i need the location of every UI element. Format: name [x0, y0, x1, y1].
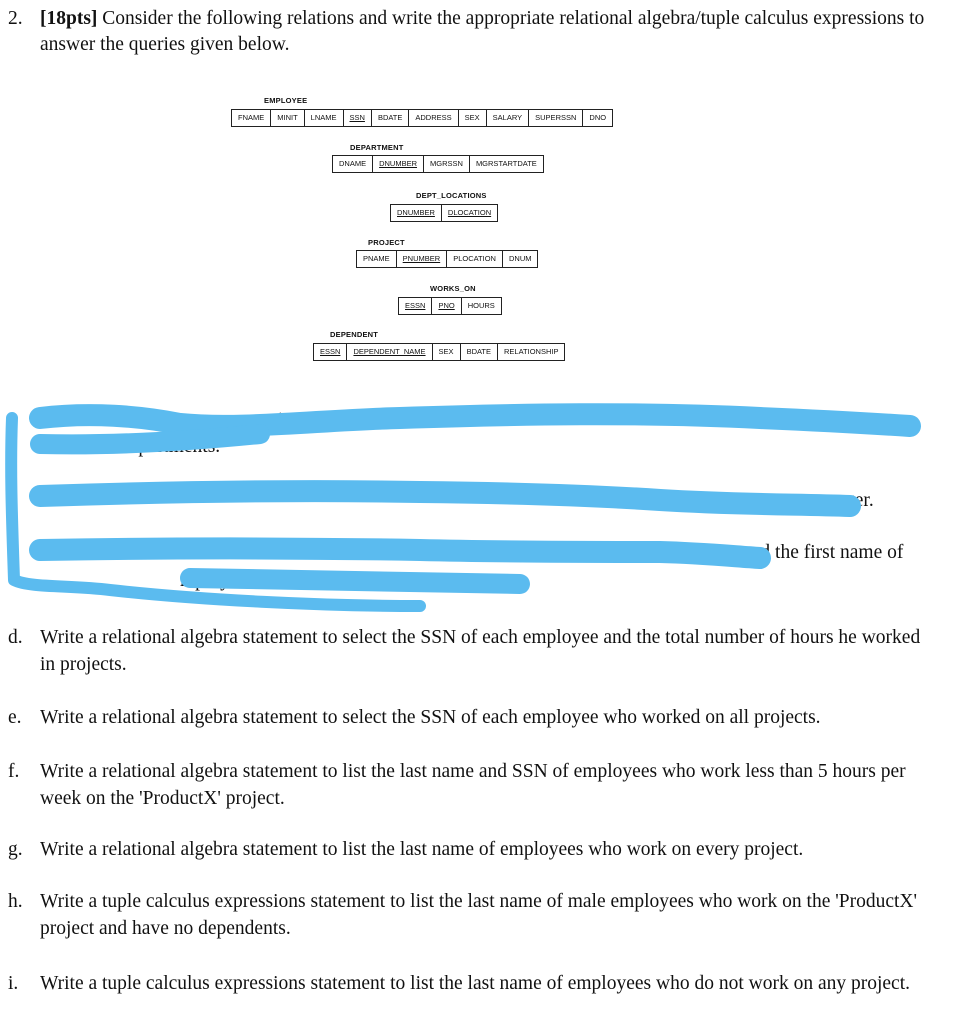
dependent-attr: SEX	[433, 344, 461, 360]
employee-attr-key: SSN	[344, 110, 372, 126]
scribble-stroke	[40, 549, 760, 559]
scribble-stroke	[190, 578, 520, 584]
item-text: Write a relational algebra statement to select the SSN of each employee and the total number of hours he worked in projects.	[40, 627, 921, 675]
employee-attr: MINIT	[271, 110, 304, 126]
department-attr: MGRSSN	[424, 156, 470, 172]
dependent-attr-key: ESSN	[314, 344, 347, 360]
item-a-fragment: statement that selects the first name and	[270, 408, 581, 429]
employee-attr: DNO	[589, 113, 607, 122]
item-letter: g.	[8, 839, 23, 860]
project-attr: DNUM	[508, 254, 532, 263]
project-attr: PNAME	[357, 251, 397, 267]
employee-attr: SUPERSSN	[529, 110, 583, 126]
dependent-relation-name: DEPENDENT	[330, 330, 379, 339]
department-relation-name: DEPARTMENT	[350, 143, 404, 152]
dept-locations-relation-name: DEPT_LOCATIONS	[416, 191, 487, 200]
item-letter: h.	[8, 891, 23, 912]
item-letter: d.	[8, 627, 23, 648]
project-attr-key: PNUMBER	[397, 251, 448, 267]
employee-attr: LNAME	[305, 110, 344, 126]
employee-attr: ADDRESS	[409, 110, 458, 126]
item-text: Write a tuple calculus expressions statement to list the last name of male employees who work on the 'ProductX' project and have no dependents.	[40, 891, 918, 939]
scribble-stroke	[40, 414, 910, 426]
item-a-fragment: departments.	[120, 436, 221, 457]
item-a-fragment: of each employ	[722, 408, 843, 429]
department-attr: DNAME	[333, 156, 373, 172]
department-attr-key: DNUMBER	[373, 156, 424, 172]
question-points: [18pts]	[40, 8, 98, 29]
item-letter: f.	[8, 761, 20, 782]
item-c-fragment: mployees with no dependents are	[180, 570, 440, 591]
item-text: Write a relational algebra statement to select the SSN of each employee who worked on all projects.	[40, 707, 821, 728]
question-number: 2.	[8, 8, 23, 29]
item-text: Write a tuple calculus expressions statement to list the last name of employees who do not work on any project.	[40, 973, 910, 994]
works-on-attr-key: PNO	[432, 298, 461, 314]
question-text: Consider the following relations and write the appropriate relational algebra/tuple calculus expressions to answer the queries given below.	[40, 8, 925, 55]
item-text: Write a relational algebra statement to list the last name and SSN of employees who work less than 5 hours per week on the 'ProductX' project.	[40, 761, 906, 809]
dependent-attr-key: DEPENDENT_NAME	[347, 344, 432, 360]
item-text: Write a relational algebra statement to list the last name of employees who work on every project.	[40, 839, 804, 860]
employee-relation-name: EMPLOYEE	[264, 96, 308, 105]
dept-locations-attr-key: DLOCATION	[447, 208, 492, 217]
dept-locations-attr-key: DNUMBER	[391, 205, 442, 221]
item-a-fragment: Write a relat	[40, 408, 137, 429]
employee-attr: FNAME	[232, 110, 271, 126]
scribble-stroke	[40, 434, 260, 444]
scribble-marks	[0, 380, 955, 620]
employee-attr: SEX	[459, 110, 487, 126]
project-relation-name: PROJECT	[368, 238, 405, 247]
item-c-fragment: and the first name of	[742, 542, 904, 563]
works-on-relation-name: WORKS_ON	[430, 284, 476, 293]
project-attr: PLOCATION	[447, 251, 503, 267]
scribble-stroke	[40, 491, 850, 506]
dependent-attr: BDATE	[461, 344, 498, 360]
item-letter: i.	[8, 973, 19, 994]
employee-attr: SALARY	[487, 110, 529, 126]
employee-attr: BDATE	[372, 110, 409, 126]
department-attr: MGRSTARTDATE	[475, 159, 537, 168]
dependent-attr: RELATIONSHIP	[504, 347, 559, 356]
works-on-attr: HOURS	[467, 301, 495, 310]
item-b-letter: b	[6, 490, 16, 511]
item-b-fragment: ger.	[845, 490, 874, 511]
item-letter: e.	[8, 707, 22, 728]
works-on-attr-key: ESSN	[399, 298, 432, 314]
